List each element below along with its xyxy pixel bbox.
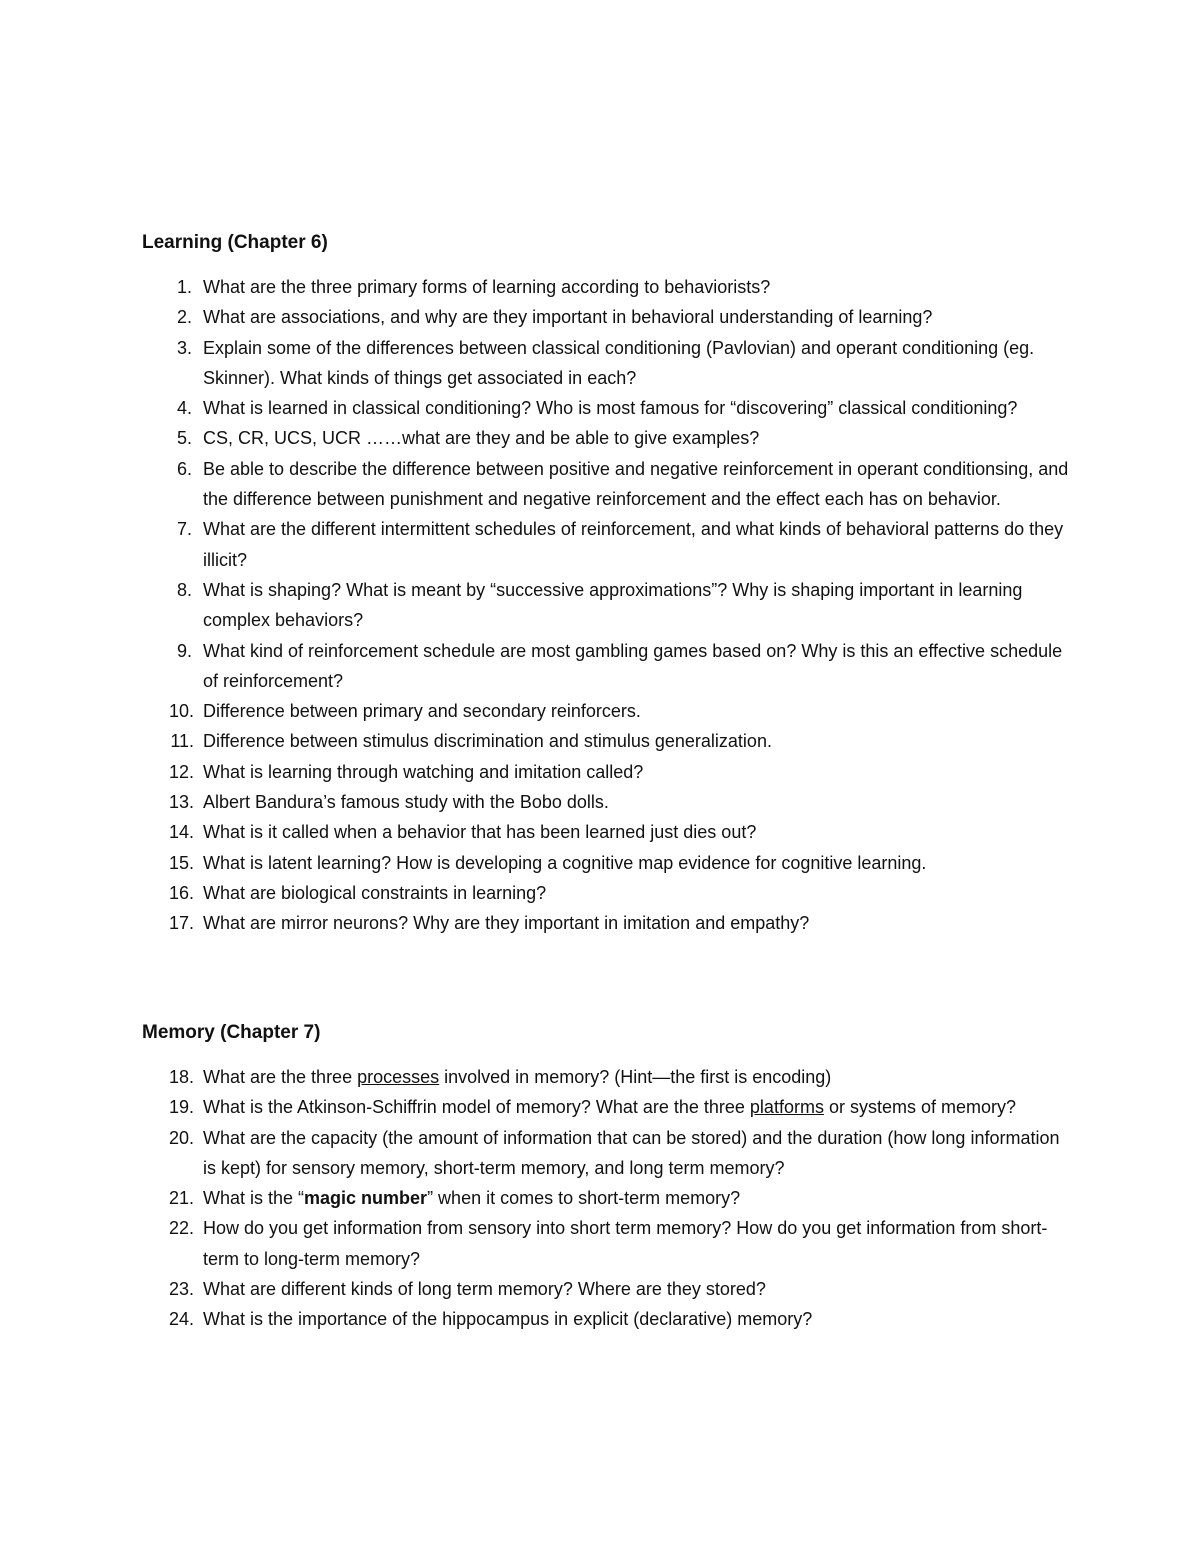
question-item xyxy=(142,454,1072,515)
question-text-part: What are the three primary forms of learning according to behaviorists? xyxy=(203,277,771,297)
question-number: 4. xyxy=(176,398,192,419)
question-item xyxy=(142,908,1072,938)
question-number: 9. xyxy=(176,640,192,661)
question-text-part: ” when it comes to short-term memory? xyxy=(427,1188,741,1209)
question-text-part: involved in memory? (Hint—the first is encoding) xyxy=(439,1067,832,1087)
question-text-part: What are associations, and why are they important in behavioral understanding of learning? xyxy=(203,307,933,328)
question-number: 19. xyxy=(168,1097,194,1118)
question-item xyxy=(142,1123,1072,1184)
question-number: 10. xyxy=(168,701,194,722)
question-item xyxy=(142,302,1072,332)
question-item xyxy=(142,1304,1072,1334)
question-list-memory xyxy=(142,1062,1072,1335)
question-item xyxy=(142,848,1072,878)
bold-term: magic number xyxy=(304,1188,428,1209)
section-title-learning: Learning (Chapter 6) xyxy=(142,232,328,253)
question-item xyxy=(142,393,1072,423)
question-number: 5. xyxy=(176,428,192,449)
question-number: 12. xyxy=(168,761,194,782)
question-text-part: Albert Bandura’s famous study with the Bobo dolls. xyxy=(203,792,609,813)
question-text xyxy=(203,731,772,751)
question-number: 7. xyxy=(176,519,192,540)
question-text-part: What are different kinds of long term memory? Where are they stored? xyxy=(203,1279,766,1300)
question-text-part: or systems of memory? xyxy=(823,1097,1016,1118)
question-text-part: What is the importance of the hippocampus in explicit (declarative) memory? xyxy=(203,1309,813,1330)
question-text-part: Difference between primary and secondary reinforcers. xyxy=(203,701,641,722)
question-text-part: What is latent learning? How is developing a cognitive map evidence for cognitive learning. xyxy=(203,852,927,873)
question-item xyxy=(142,878,1072,908)
question-text xyxy=(203,822,756,842)
question-text xyxy=(203,398,1017,418)
question-item xyxy=(142,1213,1072,1274)
question-number: 8. xyxy=(176,579,192,600)
question-text xyxy=(203,1309,812,1329)
question-text-part: Be able to describe the difference between positive and negative reinforcement in operant conditionsing, and the difference between punishment and negative reinforcement and the effect each has on behavior. xyxy=(203,458,1069,510)
question-text xyxy=(203,1097,1016,1117)
question-text-part: What is learning through watching and imitation called? xyxy=(203,761,644,782)
question-text-part: Explain some of the differences between classical conditioning (Pavlovian) and operant conditioning (eg. Skinner). What kinds of things get associated in each? xyxy=(203,337,1035,388)
question-text xyxy=(203,762,643,782)
question-item xyxy=(142,575,1072,636)
underlined-term: platforms xyxy=(749,1097,824,1118)
question-number: 16. xyxy=(168,882,194,903)
question-text xyxy=(203,792,609,812)
question-list-learning xyxy=(142,272,1072,939)
question-text-part: What are mirror neurons? Why are they important in imitation and empathy? xyxy=(203,913,810,934)
question-text xyxy=(203,853,926,873)
question-text xyxy=(203,701,641,721)
question-text-part: What are the different intermittent schedules of reinforcement, and what kinds of behavioral patterns do they illicit? xyxy=(203,519,1064,570)
question-number: 21. xyxy=(168,1188,194,1209)
question-item xyxy=(142,1183,1072,1213)
question-number: 6. xyxy=(176,458,192,479)
question-number: 13. xyxy=(168,792,194,813)
question-item xyxy=(142,272,1072,302)
question-text xyxy=(203,641,1062,691)
question-text-part: How do you get information from sensory into short term memory? How do you get information from short-term to long-term memory? xyxy=(203,1218,1048,1269)
question-item xyxy=(142,423,1072,453)
question-number: 23. xyxy=(168,1279,194,1300)
question-text xyxy=(203,1067,831,1087)
question-item xyxy=(142,757,1072,787)
question-text xyxy=(203,519,1063,569)
question-item xyxy=(142,696,1072,726)
question-text-part: What are the capacity (the amount of information that can be stored) and the duration (how long information is kept) for sensory memory, short-term memory, and long term memory? xyxy=(203,1127,1060,1178)
question-text-part: What are the three xyxy=(203,1067,358,1087)
question-text xyxy=(203,459,1068,509)
question-text xyxy=(203,1188,740,1208)
question-text xyxy=(203,1128,1060,1178)
question-text xyxy=(203,1218,1047,1268)
question-text xyxy=(203,428,759,448)
question-text-part: What is it called when a behavior that has been learned just dies out? xyxy=(203,822,757,843)
question-item xyxy=(142,726,1072,756)
question-number: 14. xyxy=(168,822,194,843)
question-item xyxy=(142,1092,1072,1122)
question-text xyxy=(203,913,809,933)
question-number: 18. xyxy=(168,1067,194,1087)
question-text xyxy=(203,338,1034,388)
question-text-part: What is learned in classical conditioning? Who is most famous for “discovering” classical conditioning? xyxy=(203,398,1018,419)
question-item xyxy=(142,1274,1072,1304)
question-text xyxy=(203,580,1022,630)
question-number: 1. xyxy=(176,277,192,297)
question-text-part: What is the Atkinson-Schiffrin model of memory? What are the three xyxy=(203,1097,750,1118)
question-text-part: What kind of reinforcement schedule are most gambling games based on? Why is this an effective schedule of reinforcement? xyxy=(203,640,1063,691)
question-number: 11. xyxy=(170,731,194,752)
question-text-part: What are biological constraints in learning? xyxy=(203,882,547,903)
section-title-memory: Memory (Chapter 7) xyxy=(142,1022,321,1043)
question-item xyxy=(142,817,1072,847)
question-text-part: CS, CR, UCS, UCR ……what are they and be able to give examples? xyxy=(203,428,760,449)
question-number: 2. xyxy=(176,307,192,328)
underlined-term: processes xyxy=(357,1067,440,1087)
question-item xyxy=(142,636,1072,697)
question-number: 3. xyxy=(176,337,192,358)
question-item xyxy=(142,514,1072,575)
question-text xyxy=(203,883,546,903)
question-number: 20. xyxy=(168,1127,194,1148)
question-number: 17. xyxy=(168,913,194,934)
question-text xyxy=(203,1279,766,1299)
question-item xyxy=(142,333,1072,394)
question-number: 22. xyxy=(168,1218,194,1239)
question-item xyxy=(142,1062,1072,1092)
question-text xyxy=(203,307,932,327)
question-item xyxy=(142,787,1072,817)
question-number: 24. xyxy=(168,1309,194,1330)
question-text-part: Difference between stimulus discrimination and stimulus generalization. xyxy=(203,731,772,752)
question-text xyxy=(203,277,770,297)
question-number: 15. xyxy=(168,852,194,873)
question-text-part: What is the “ xyxy=(203,1188,305,1209)
question-text-part: What is shaping? What is meant by “successive approximations”? Why is shaping important in learning complex behaviors? xyxy=(203,579,1023,631)
